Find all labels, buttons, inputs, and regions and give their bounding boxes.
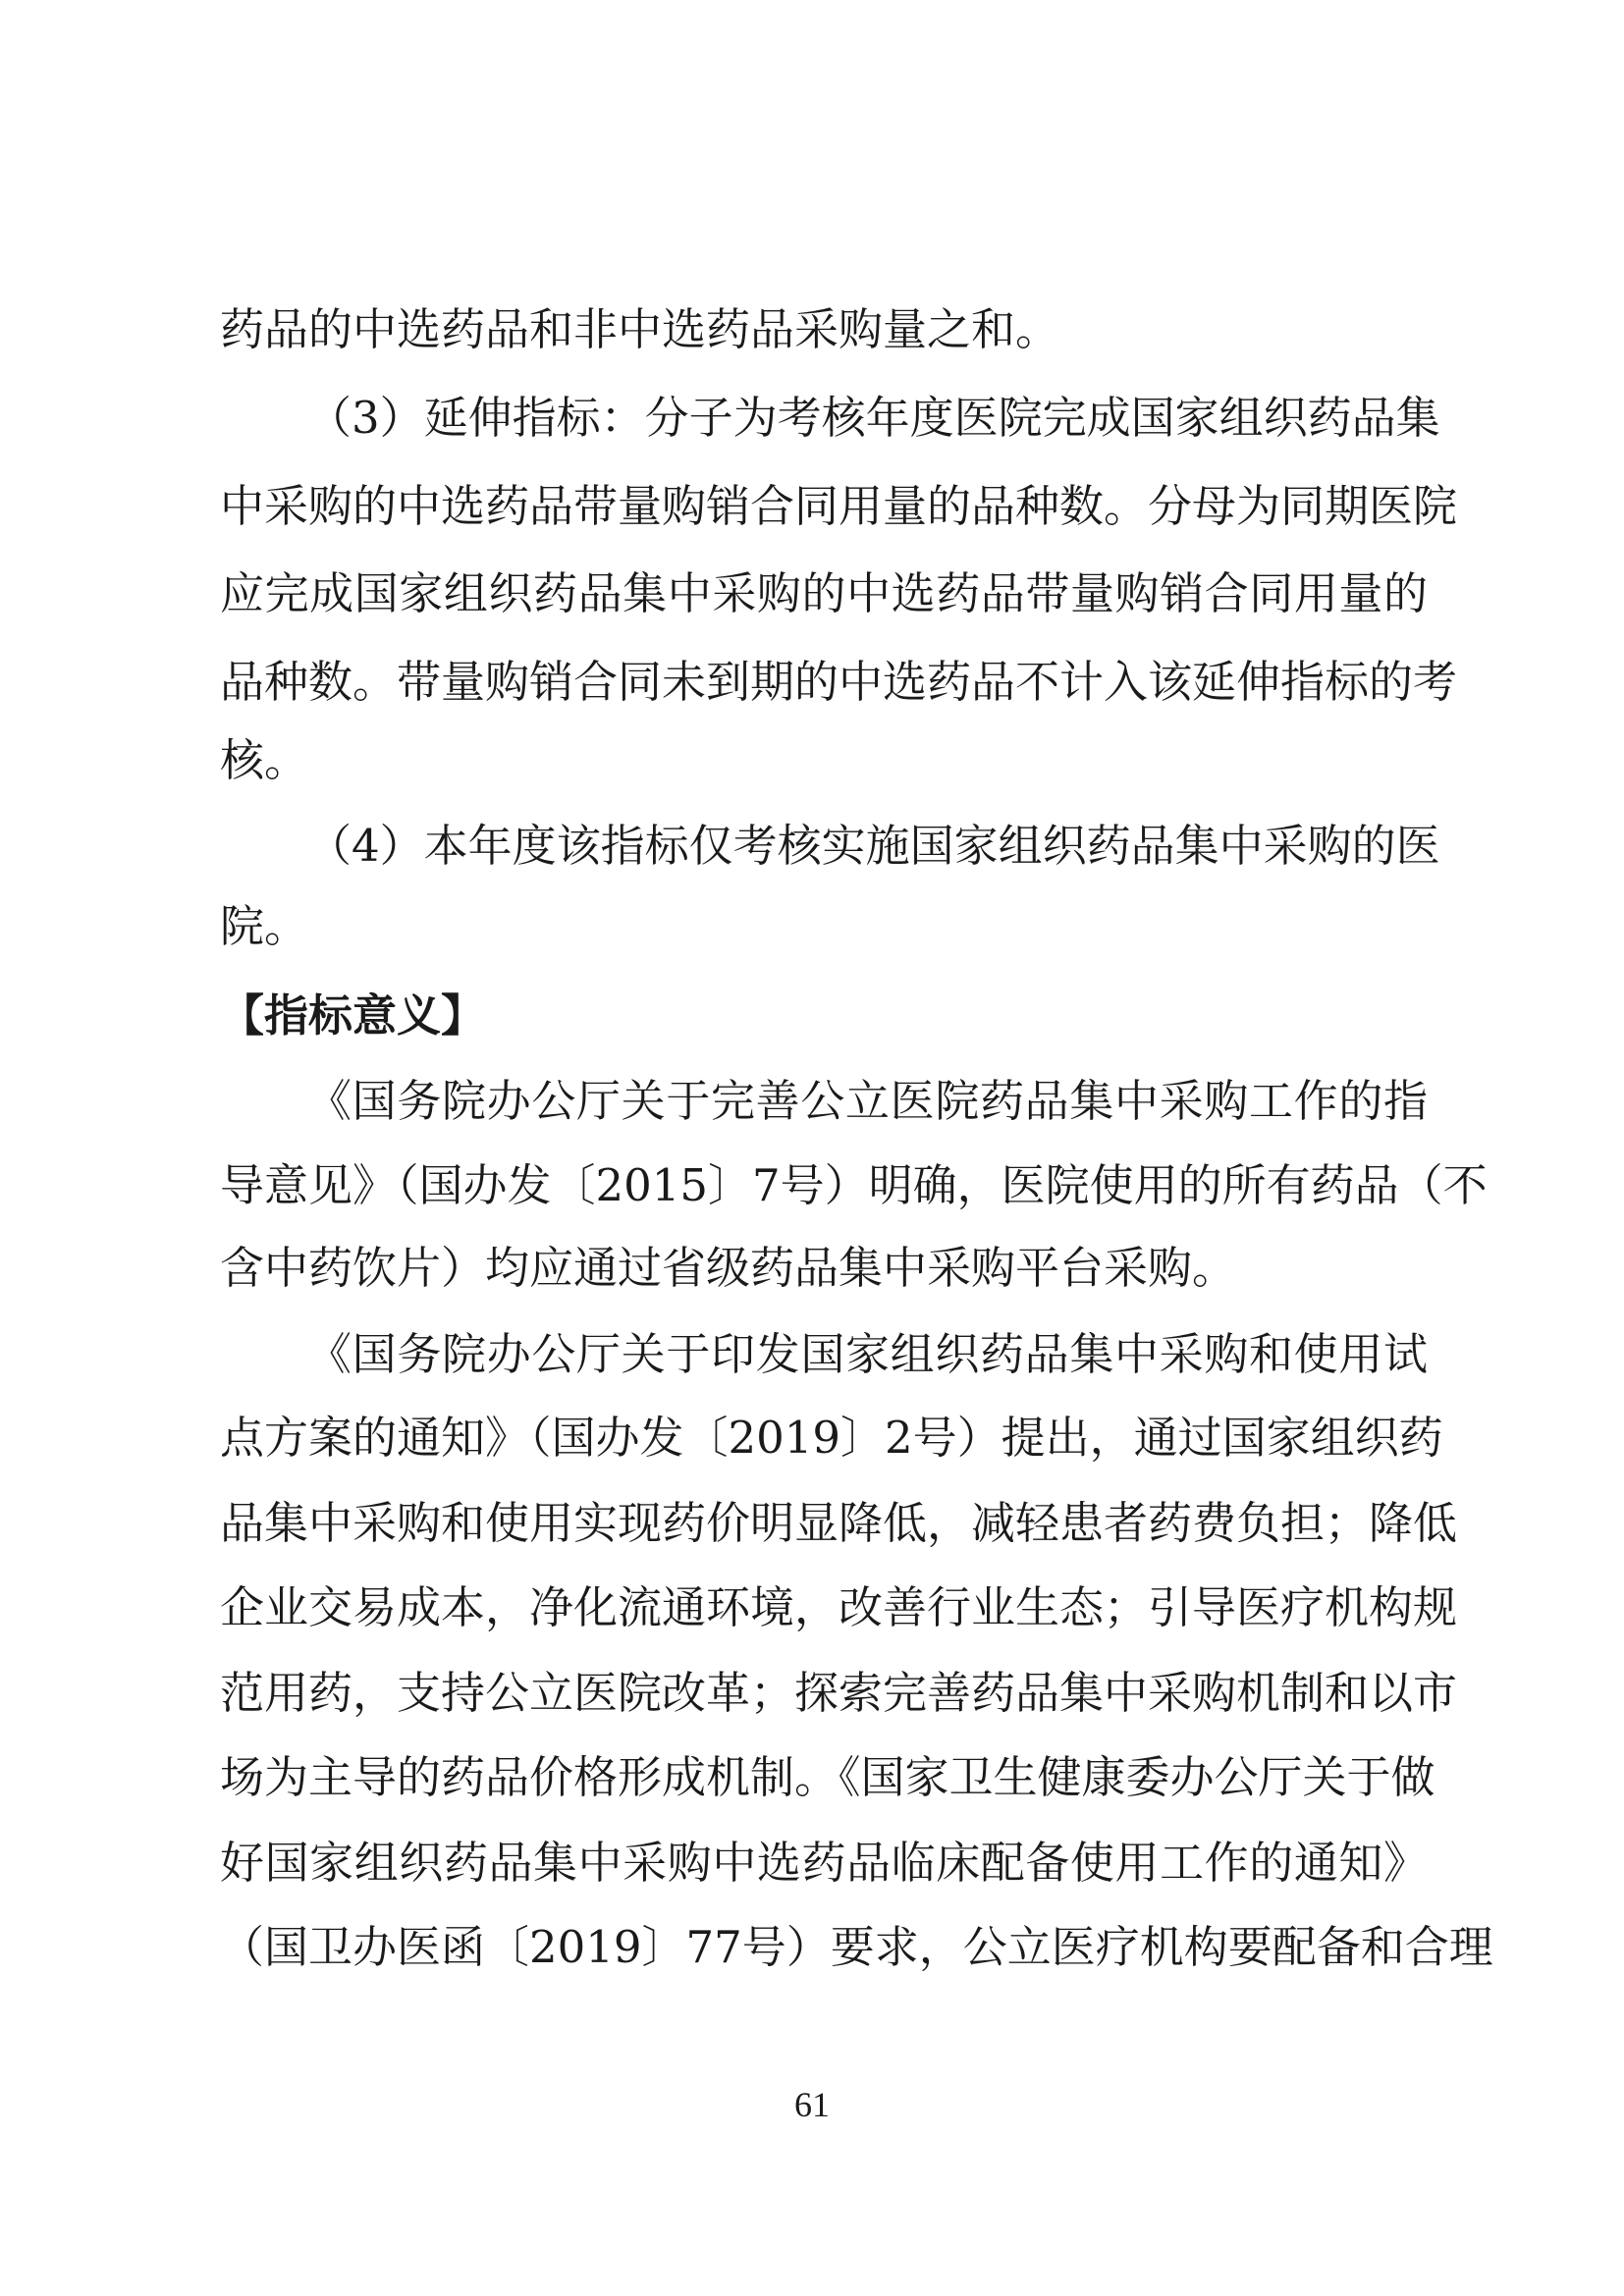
text-line: （3）延伸指标：分子为考核年度医院完成国家组织药品集	[307, 392, 1440, 444]
text-line: 药品的中选药品和非中选药品采购量之和。	[220, 303, 1060, 355]
text-line: 应完成国家组织药品集中采购的中选药品带量购销合同用量的	[220, 567, 1428, 619]
text-line: 导意见》（国办发〔2015〕7号）明确，医院使用的所有药品（不	[220, 1159, 1488, 1211]
text-line: （国卫办医函〔2019〕77号）要求，公立医疗机构要配备和合理	[220, 1921, 1493, 1973]
text-line: 《国务院办公厅关于印发国家组织药品集中采购和使用试	[307, 1328, 1428, 1380]
text-line: 企业交易成本，净化流通环境，改善行业生态；引导医疗机构规	[220, 1581, 1458, 1633]
text-line: （4）本年度该指标仅考核实施国家组织药品集中采购的医	[307, 820, 1440, 872]
page-number: 61	[794, 2085, 830, 2124]
text-line: 点方案的通知》（国办发〔2019〕2号）提出，通过国家组织药	[220, 1412, 1443, 1464]
text-line: 品种数。带量购销合同未到期的中选药品不计入该延伸指标的考	[220, 656, 1458, 708]
text-line: 院。	[220, 900, 309, 952]
text-line: 好国家组织药品集中采购中选药品临床配备使用工作的通知》	[220, 1837, 1428, 1889]
text-line: 中采购的中选药品带量购销合同用量的品种数。分母为同期医院	[220, 480, 1458, 532]
text-line: 核。	[220, 734, 309, 786]
text-line: 场为主导的药品价格形成机制。《国家卫生健康委办公厅关于做	[220, 1751, 1435, 1803]
text-line: 《国务院办公厅关于完善公立医院药品集中采购工作的指	[307, 1075, 1428, 1127]
text-line: 含中药饮片）均应通过省级药品集中采购平台采购。	[220, 1242, 1237, 1294]
text-line: 范用药，支持公立医院改革；探索完善药品集中采购机制和以市	[220, 1667, 1458, 1719]
text-line: 品集中采购和使用实现药价明显降低，减轻患者药费负担；降低	[220, 1497, 1458, 1549]
section-heading: 【指标意义】	[220, 989, 486, 1041]
